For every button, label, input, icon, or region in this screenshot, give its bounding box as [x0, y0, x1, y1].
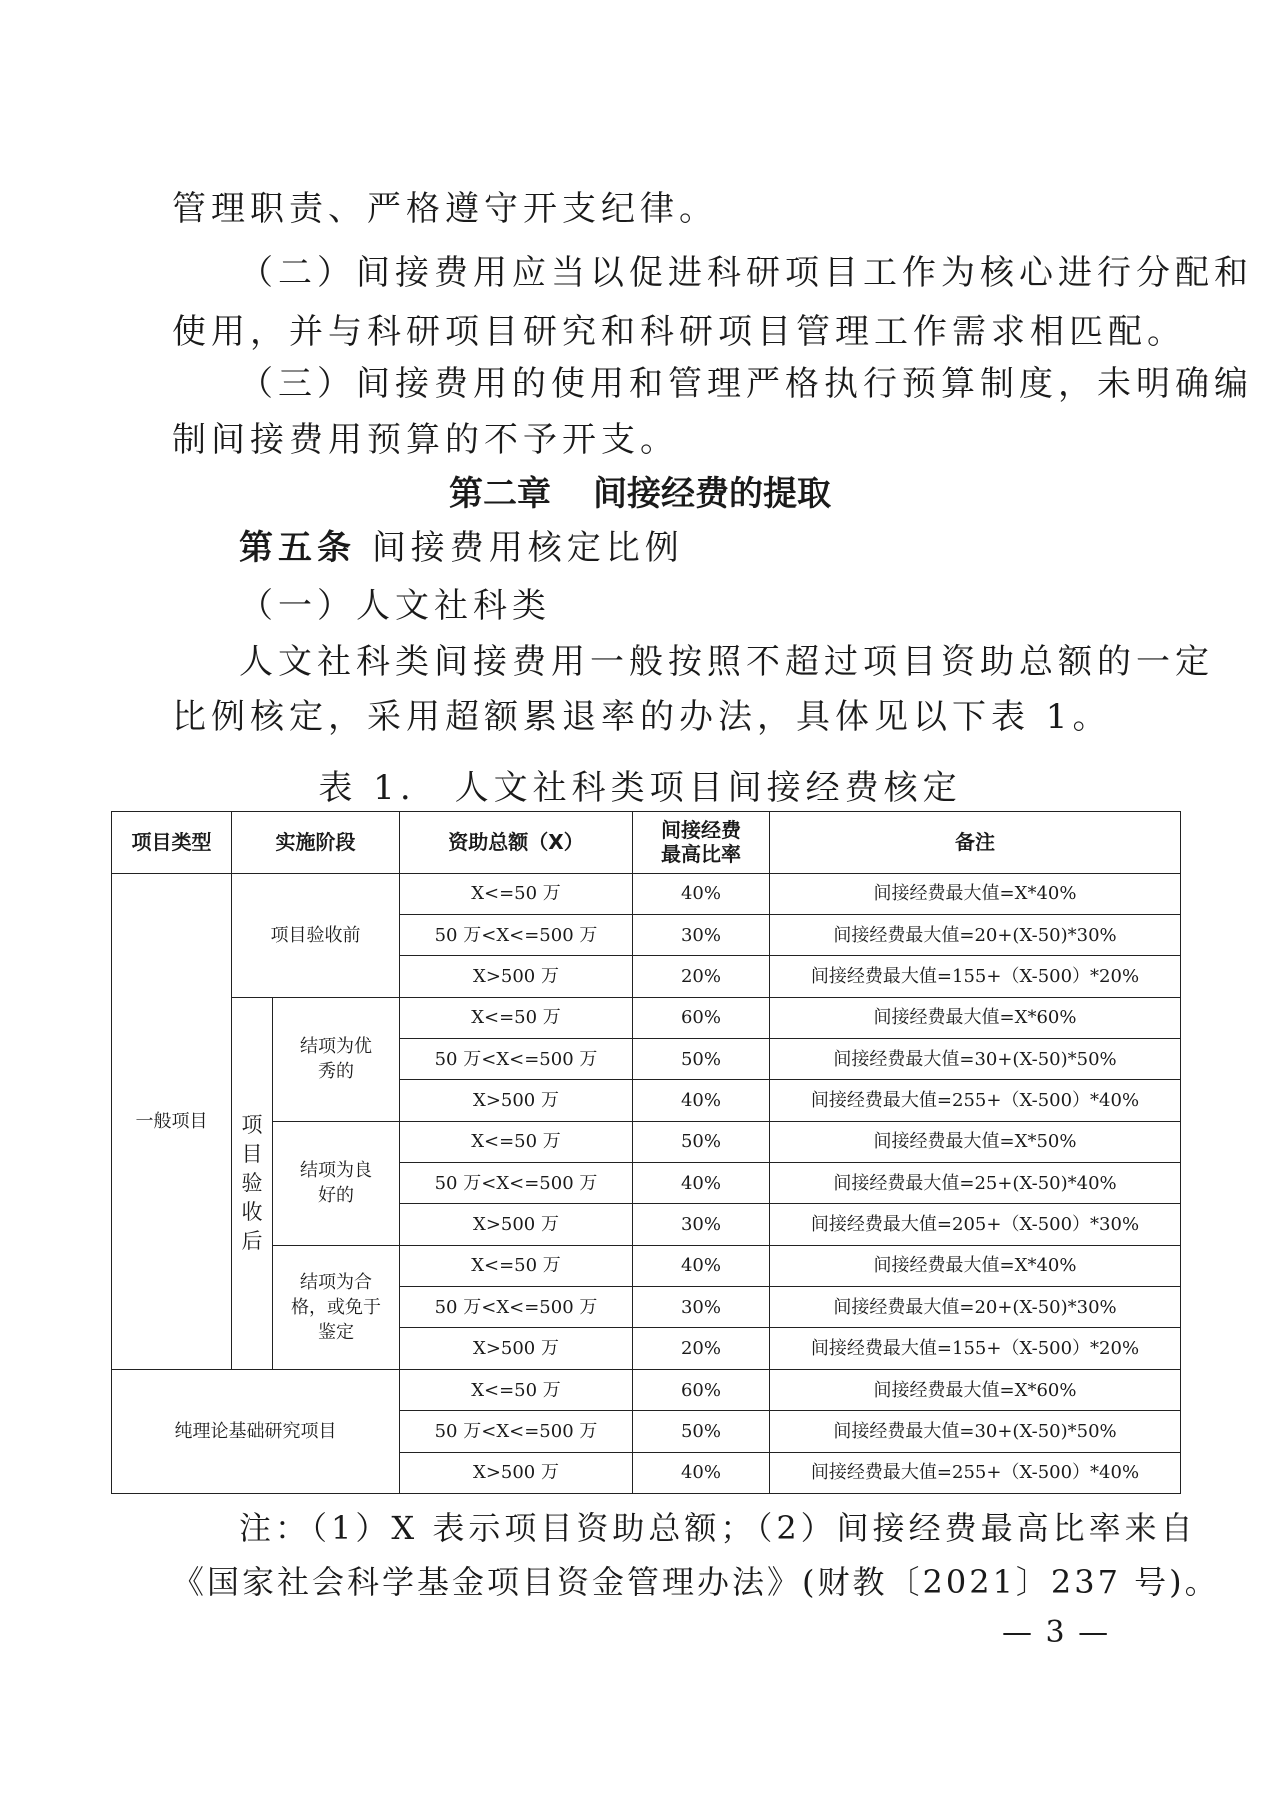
chapter-title: 间接经费的提取 [593, 474, 831, 514]
amount-cell: 50 万<X<=500 万 [400, 1163, 633, 1204]
paragraph-line: 比例核定，采用超额累退率的办法，具体见以下表 1。 [172, 697, 1112, 737]
result-good: 结项为良 好的 [273, 1121, 400, 1245]
remark-cell: 间接经费最大值=155+（X-500）*20% [770, 956, 1181, 997]
table-row [112, 997, 1181, 1038]
paragraph-line: 使用，并与科研项目研究和科研项目管理工作需求相匹配。 [172, 312, 1186, 352]
amount-cell: X<=50 万 [400, 873, 633, 914]
remark-cell: 间接经费最大值=X*60% [770, 997, 1181, 1038]
rate-cell: 40% [633, 1452, 770, 1493]
amount-cell: X<=50 万 [400, 1121, 633, 1162]
note-line: 《国家社会科学基金项目资金管理办法》(财教〔2021〕237 号)。 [172, 1563, 1220, 1601]
page-number: — 3 — [1002, 1615, 1111, 1650]
rate-cell: 60% [633, 997, 770, 1038]
header-remark: 备注 [770, 812, 1181, 874]
note-line: 注：（1）X 表示项目资助总额；（2）间接经费最高比率来自 [239, 1509, 1197, 1547]
paragraph-line: 人文社科类间接费用一般按照不超过项目资助总额的一定 [239, 642, 1214, 682]
type-pure-research: 纯理论基础研究项目 [112, 1369, 400, 1493]
remark-cell: 间接经费最大值=255+（X-500）*40% [770, 1080, 1181, 1121]
amount-cell: X<=50 万 [400, 997, 633, 1038]
chapter-number: 第二章 [449, 474, 551, 514]
article-title: 间接费用核定比例 [371, 528, 684, 568]
remark-cell: 间接经费最大值=X*50% [770, 1121, 1181, 1162]
amount-cell: X>500 万 [400, 1328, 633, 1369]
rate-cell: 40% [633, 1080, 770, 1121]
rate-cell: 40% [633, 1163, 770, 1204]
paragraph-line: （二）间接费用应当以促进科研项目工作为核心进行分配和 [239, 253, 1253, 293]
rate-cell: 20% [633, 1328, 770, 1369]
rate-cell: 40% [633, 873, 770, 914]
amount-cell: 50 万<X<=500 万 [400, 1287, 633, 1328]
remark-cell: 间接经费最大值=30+(X-50)*50% [770, 1411, 1181, 1452]
header-type: 项目类型 [112, 812, 232, 874]
remark-cell: 间接经费最大值=X*60% [770, 1369, 1181, 1410]
amount-cell: 50 万<X<=500 万 [400, 1411, 633, 1452]
chapter-heading [0, 474, 1280, 514]
result-excellent: 结项为优 秀的 [273, 997, 400, 1121]
table-row [112, 873, 1181, 914]
section-label: （一）人文社科类 [239, 586, 551, 626]
remark-cell: 间接经费最大值=255+（X-500）*40% [770, 1452, 1181, 1493]
paragraph-line: （三）间接费用的使用和管理严格执行预算制度，未明确编 [239, 364, 1253, 404]
table-row [112, 1245, 1181, 1286]
remark-cell: 间接经费最大值=205+（X-500）*30% [770, 1204, 1181, 1245]
rate-cell: 40% [633, 1245, 770, 1286]
table-row [112, 1369, 1181, 1410]
rate-cell: 30% [633, 1287, 770, 1328]
fee-table [111, 811, 1181, 1494]
remark-cell: 间接经费最大值=X*40% [770, 1245, 1181, 1286]
remark-cell: 间接经费最大值=155+（X-500）*20% [770, 1328, 1181, 1369]
amount-cell: 50 万<X<=500 万 [400, 914, 633, 955]
remark-cell: 间接经费最大值=30+(X-50)*50% [770, 1038, 1181, 1079]
stage-before: 项目验收前 [232, 873, 400, 997]
rate-cell: 50% [633, 1121, 770, 1162]
header-rate: 间接经费 最高比率 [633, 812, 770, 874]
remark-cell: 间接经费最大值=20+(X-50)*30% [770, 1287, 1181, 1328]
amount-cell: X<=50 万 [400, 1369, 633, 1410]
result-pass: 结项为合 格，或免于 鉴定 [273, 1245, 400, 1369]
rate-cell: 20% [633, 956, 770, 997]
stage-after: 项 目 验 收 后 [232, 997, 273, 1369]
remark-cell: 间接经费最大值=20+(X-50)*30% [770, 914, 1181, 955]
remark-cell: 间接经费最大值=X*40% [770, 873, 1181, 914]
table-row [112, 1121, 1181, 1162]
paragraph-line: 管理职责、严格遵守开支纪律。 [172, 189, 718, 229]
rate-cell: 50% [633, 1038, 770, 1079]
rate-cell: 60% [633, 1369, 770, 1410]
rate-cell: 30% [633, 914, 770, 955]
type-general: 一般项目 [112, 873, 232, 1369]
header-stage: 实施阶段 [232, 812, 400, 874]
paragraph-line: 制间接费用预算的不予开支。 [172, 420, 679, 460]
article-number: 第五条 [239, 528, 356, 568]
rate-cell: 50% [633, 1411, 770, 1452]
rate-cell: 30% [633, 1204, 770, 1245]
amount-cell: X<=50 万 [400, 1245, 633, 1286]
table-caption: 表 1. 人文社科类项目间接经费核定 [318, 768, 962, 808]
remark-cell: 间接经费最大值=25+(X-50)*40% [770, 1163, 1181, 1204]
amount-cell: X>500 万 [400, 1080, 633, 1121]
header-amount: 资助总额（X） [400, 812, 633, 874]
amount-cell: X>500 万 [400, 1452, 633, 1493]
table-header-row [112, 812, 1181, 874]
amount-cell: X>500 万 [400, 1204, 633, 1245]
amount-cell: 50 万<X<=500 万 [400, 1038, 633, 1079]
article-heading [239, 528, 684, 568]
amount-cell: X>500 万 [400, 956, 633, 997]
